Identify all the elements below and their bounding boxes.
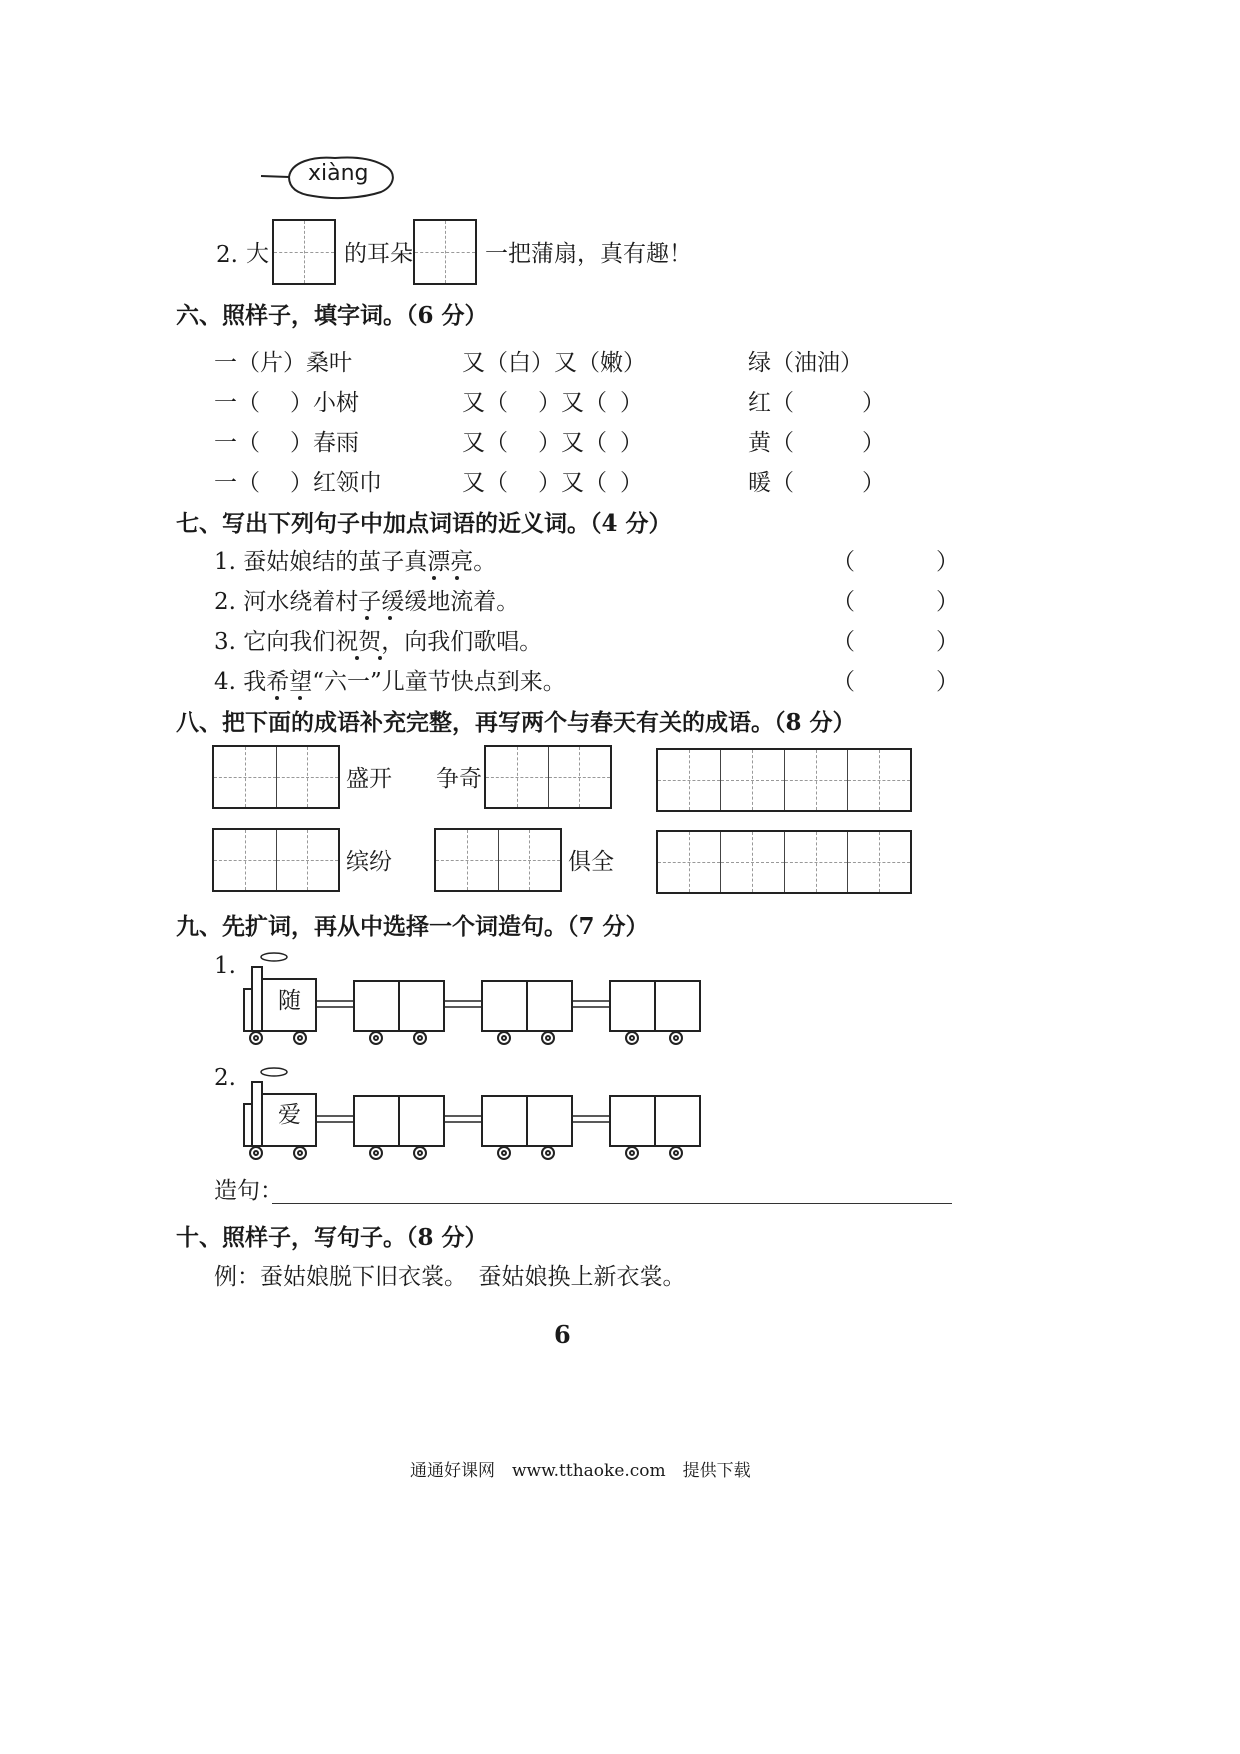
section-10-heading: 十、照样子，写句子。（8 分） <box>176 1224 488 1251</box>
col3-close: ） <box>862 430 885 456</box>
text-fan: 一把蒲扇，真有趣！ <box>485 241 692 267</box>
emphasis-dot <box>388 616 392 620</box>
train-number: 1. <box>214 953 236 979</box>
emphasis-dot <box>275 696 279 700</box>
col2-c: ） <box>620 390 643 416</box>
train-char: 随 <box>278 988 301 1014</box>
emphasis-dot <box>455 576 459 580</box>
sentence-label: 造句： <box>214 1178 283 1204</box>
example-col2: 又（白）又（嫩） <box>462 350 646 376</box>
col3-close: ） <box>862 470 885 496</box>
col1-tail: ）小树 <box>290 390 359 416</box>
paren-open: （ <box>832 589 855 615</box>
col2-b: ）又（ <box>538 430 607 456</box>
col3-open: 暖（ <box>748 470 794 496</box>
idiom-grid[interactable] <box>212 828 340 892</box>
col2-b: ）又（ <box>538 390 607 416</box>
paren-close: ） <box>936 589 959 615</box>
train-diagram <box>240 945 710 1045</box>
col2-a: 又（ <box>462 390 508 416</box>
paren-close: ） <box>936 629 959 655</box>
answer-grid[interactable] <box>272 219 336 285</box>
col3-open: 黄（ <box>748 430 794 456</box>
page-number: 6 <box>554 1320 571 1349</box>
idiom-grid[interactable] <box>656 830 912 894</box>
text-ears: 的耳朵 <box>344 241 413 267</box>
col3-close: ） <box>862 390 885 416</box>
col2-a: 又（ <box>462 430 508 456</box>
col1-open: 一（ <box>214 430 260 456</box>
emphasis-dot <box>365 616 369 620</box>
example-col1: 一（片）桑叶 <box>214 350 352 376</box>
col1-tail: ）春雨 <box>290 430 359 456</box>
paren-open: （ <box>832 629 855 655</box>
example-sentence: 例：蚕姑娘脱下旧衣裳。 蚕姑娘换上新衣裳。 <box>214 1264 686 1290</box>
idiom-grid[interactable] <box>656 748 912 812</box>
section-9-heading: 九、先扩词，再从中选择一个词造句。（7 分） <box>176 913 649 940</box>
section-7-heading: 七、写出下列句子中加点词语的近义词。（4 分） <box>176 510 672 537</box>
col2-b: ）又（ <box>538 470 607 496</box>
sentence-item: 3. 它向我们祝贺，向我们歌唱。 <box>214 629 543 655</box>
paren-open: （ <box>832 669 855 695</box>
col2-c: ） <box>620 430 643 456</box>
pinyin-label: xiàng <box>308 161 369 186</box>
section-6-heading: 六、照样子，填字词。（6 分） <box>176 302 488 329</box>
question-number: 2. <box>216 242 238 268</box>
section-8-heading: 八、把下面的成语补充完整，再写两个与春天有关的成语。（8 分） <box>176 709 856 736</box>
sentence-item: 1. 蚕姑娘结的茧子真漂亮。 <box>214 549 497 575</box>
paren-close: ） <box>936 549 959 575</box>
paren-open: （ <box>832 549 855 575</box>
emphasis-dot <box>355 656 359 660</box>
idiom-label: 缤纷 <box>346 849 392 875</box>
idiom-grid[interactable] <box>484 745 612 809</box>
train-number: 2. <box>214 1065 236 1091</box>
col2-c: ） <box>620 470 643 496</box>
col1-open: 一（ <box>214 470 260 496</box>
col1-tail: ）红领巾 <box>290 470 382 496</box>
footer-text: 通通好课网 www.tthaoke.com 提供下载 <box>410 1461 751 1481</box>
col3-open: 红（ <box>748 390 794 416</box>
example-col3: 绿（油油） <box>748 350 863 376</box>
idiom-label: 盛开 <box>346 766 392 792</box>
sentence-item: 2. 河水绕着村子缓缓地流着。 <box>214 589 520 615</box>
emphasis-dot <box>432 576 436 580</box>
paren-close: ） <box>936 669 959 695</box>
train-diagram <box>240 1060 710 1160</box>
idiom-label: 争奇 <box>436 766 482 792</box>
text-da: 大 <box>246 241 269 267</box>
train-char: 爱 <box>278 1102 301 1128</box>
answer-grid[interactable] <box>413 219 477 285</box>
col1-open: 一（ <box>214 390 260 416</box>
emphasis-dot <box>378 656 382 660</box>
answer-line[interactable] <box>272 1203 952 1204</box>
idiom-grid[interactable] <box>434 828 562 892</box>
emphasis-dot <box>298 696 302 700</box>
idiom-grid[interactable] <box>212 745 340 809</box>
sentence-item: 4. 我希望“六一”儿童节快点到来。 <box>214 669 566 695</box>
idiom-label: 俱全 <box>568 849 614 875</box>
col2-a: 又（ <box>462 470 508 496</box>
